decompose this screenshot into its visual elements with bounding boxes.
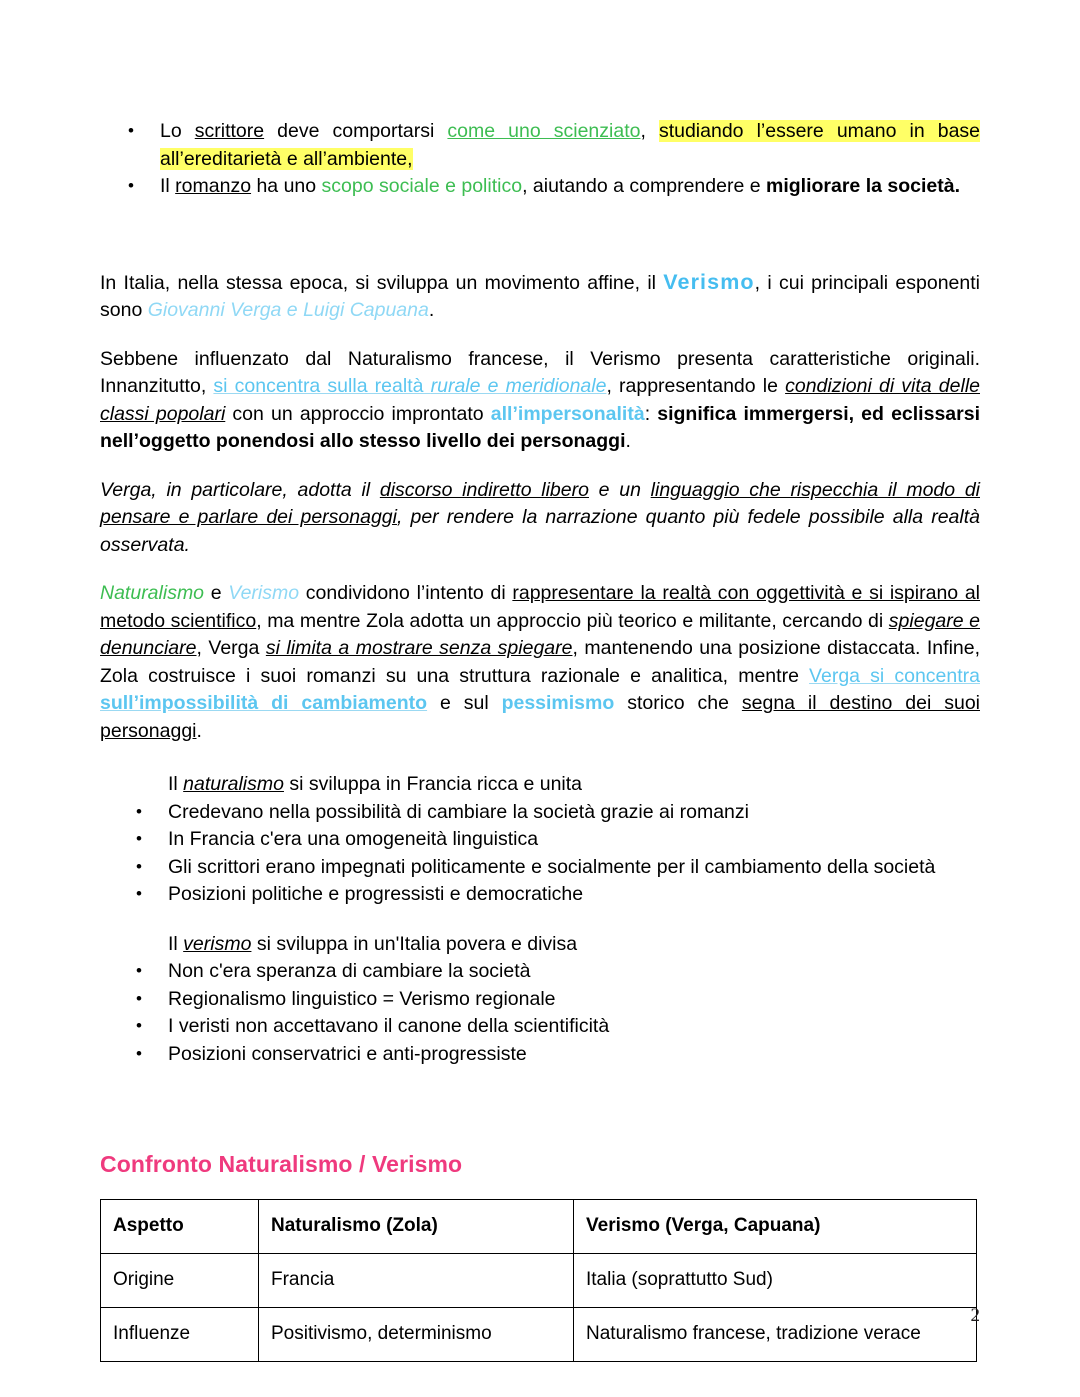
text-underlined-linguaggio: linguaggio che rispecchia il modo di pensare e parlare dei personaggi (100, 478, 980, 528)
text-green-naturalismo: Naturalismo (100, 582, 205, 604)
list-item-label: Non c'era speranza di cambiare la società (168, 960, 531, 982)
text-fragment: , (640, 120, 659, 142)
text-fragment: ha uno (251, 175, 322, 197)
text-cyan-pessimismo: pessimismo (501, 692, 615, 714)
text-italic-verismo: verismo (183, 932, 252, 955)
top-bullet-list (100, 118, 980, 201)
document-content (100, 0, 980, 1362)
table-cell: Naturalismo francese, tradizione verace (574, 1308, 977, 1362)
list-item (100, 799, 980, 827)
text-fragment: Lo (160, 120, 195, 142)
text-fragment: con un approccio improntato (225, 402, 491, 425)
text-underlined-discorso-indiretto: discorso indiretto libero (379, 478, 589, 501)
text-cyan-verismo: Verismo (228, 582, 300, 604)
table-header-cell: Aspetto (101, 1200, 259, 1254)
text-fragment: , Verga (196, 637, 266, 659)
text-fragment: , mantenendo una posizione distaccata. Infine, Zola costruisce i suoi romanzi su una struttura razionale e analitica, mentre (100, 637, 981, 687)
text-cyan-esponenti: Giovanni Verga e Luigi Capuana (147, 299, 429, 321)
list-item-label: In Francia c'era una omogeneità linguistica (168, 828, 539, 850)
list-item-label: Regionalismo linguistico = Verismo regionale (168, 987, 556, 1010)
text-fragment: storico che (614, 692, 742, 714)
table-row (101, 1254, 977, 1308)
list-item-label: Posizioni conservatrici e anti-progressiste (168, 1042, 527, 1065)
text-cyan-si-concentra: si concentra sulla realtà (213, 375, 431, 397)
list-item-label: Credevano nella possibilità di cambiare la società grazie ai romanzi (168, 800, 749, 823)
text-fragment: . (196, 719, 202, 742)
text-underlined-rappresentare: rappresentare la realtà con oggettività e si ispirano al metodo scientifico (100, 582, 981, 632)
text-fragment: e sul (427, 692, 502, 714)
list-item (100, 118, 980, 173)
text-bold-migliorare: migliorare la società. (766, 175, 961, 197)
table-cell: Influenze (101, 1308, 259, 1362)
list-item (100, 854, 980, 882)
text-cyan-impossibilita-cambiamento: sull’impossibilità di cambiamento (100, 692, 428, 714)
text-fragment: e (204, 582, 229, 604)
list-item (100, 881, 980, 909)
bullet-text-romanzo (160, 175, 960, 197)
list-naturalismo (100, 771, 980, 909)
text-fragment: . (625, 430, 631, 452)
text-bold-significa-immergersi: significa immergersi, ed eclissarsi nell’oggetto ponendosi allo stesso livello dei personaggi (100, 402, 980, 452)
list-item-label: Posizioni politiche e progressisti e democratiche (168, 883, 584, 905)
list-intro-naturalismo (100, 771, 980, 799)
text-underlined-segna-destino: segna il destino dei suoi personaggi (100, 692, 980, 742)
text-fragment: Il (168, 932, 184, 955)
text-highlight-ereditarieta: studiando l’essere umano in base all’ereditarietà e all’ambiente, (160, 120, 981, 170)
list-verismo (100, 931, 980, 1069)
comparison-table (100, 1199, 977, 1362)
text-cyan-rurale-meridionale: rurale e meridionale (430, 375, 607, 397)
table-header-row (101, 1200, 977, 1254)
list-item-label: Gli scrittori erano impegnati politicamente e socialmente per il cambiamento della società (168, 855, 936, 878)
text-italic-spiegare-denunciare: spiegare e denunciare (100, 609, 980, 659)
text-fragment: si sviluppa in un'Italia povera e divisa (251, 932, 578, 955)
table-cell: Italia (soprattutto Sud) (574, 1254, 977, 1308)
text-underlined-scrittore: scrittore (194, 120, 265, 142)
text-fragment: , rappresentando le (606, 375, 786, 397)
table-cell: Origine (101, 1254, 259, 1308)
bullet-text-scrittore (160, 120, 980, 170)
paragraph-influenzato (100, 346, 980, 456)
section-heading-confronto: Confronto Naturalismo / Verismo (100, 1151, 463, 1177)
table-header-cell: Naturalismo (Zola) (259, 1200, 574, 1254)
text-fragment: In Italia, nella stessa epoca, si sviluppa un movimento affine, il (100, 271, 664, 294)
text-fragment: , per rendere la narrazione quanto più fedele possibile alla realtà osservata. (100, 506, 980, 556)
text-fragment: Verga, in particolare, adotta il (100, 478, 380, 501)
text-fragment: , ma mentre Zola adotta un approccio più teorico e militante, cercando di (256, 609, 889, 632)
text-italic-condizioni-vita: condizioni di vita delle classi popolari (100, 375, 980, 425)
paragraph-confronto (100, 580, 980, 745)
text-cyan-verga-concentra: Verga si concentra (809, 664, 980, 687)
text-cyan-impersonalita: all’impersonalità (490, 402, 645, 425)
text-fragment: Il (168, 773, 184, 795)
text-highlight-verismo: Verismo (663, 269, 755, 294)
text-fragment: e un (588, 478, 651, 501)
list-item (100, 1013, 980, 1041)
list-item (100, 1041, 980, 1069)
list-item (100, 173, 980, 201)
page-number: 2 (970, 1305, 980, 1326)
text-fragment: . (428, 299, 435, 321)
text-green-scienziato: come uno scienziato (447, 120, 641, 142)
text-fragment: Il (160, 175, 176, 197)
list-item (100, 958, 980, 986)
text-fragment: Sebbene influenzato dal Naturalismo francese, il Verismo presenta caratteristiche originali. Innanzitutto, (100, 347, 980, 397)
table-cell: Positivismo, determinismo (259, 1308, 574, 1362)
list-intro-verismo (100, 931, 980, 959)
text-italic-naturalismo: naturalismo (183, 773, 284, 795)
text-fragment: condividono l’intento di (299, 582, 513, 604)
list-item-label: I veristi non accettavano il canone della scientificità (168, 1015, 610, 1037)
text-fragment: si sviluppa in Francia ricca e unita (283, 773, 583, 795)
text-green-scopo: scopo sociale e politico (321, 175, 523, 197)
table-row (101, 1308, 977, 1362)
text-underlined-romanzo: romanzo (175, 175, 252, 197)
text-italic-mostrare-senza-spiegare: si limita a mostrare senza spiegare (265, 637, 573, 659)
paragraph-verga (100, 477, 980, 560)
text-fragment: deve comportarsi (264, 120, 448, 142)
table-header-cell: Verismo (Verga, Capuana) (574, 1200, 977, 1254)
table-cell: Francia (259, 1254, 574, 1308)
list-item (100, 986, 980, 1014)
text-fragment: : (644, 402, 658, 425)
list-item (100, 826, 980, 854)
paragraph-verismo-intro (100, 269, 980, 325)
text-fragment: , aiutando a comprendere e (522, 175, 766, 197)
text-fragment: , i cui principali esponenti sono (100, 271, 980, 321)
